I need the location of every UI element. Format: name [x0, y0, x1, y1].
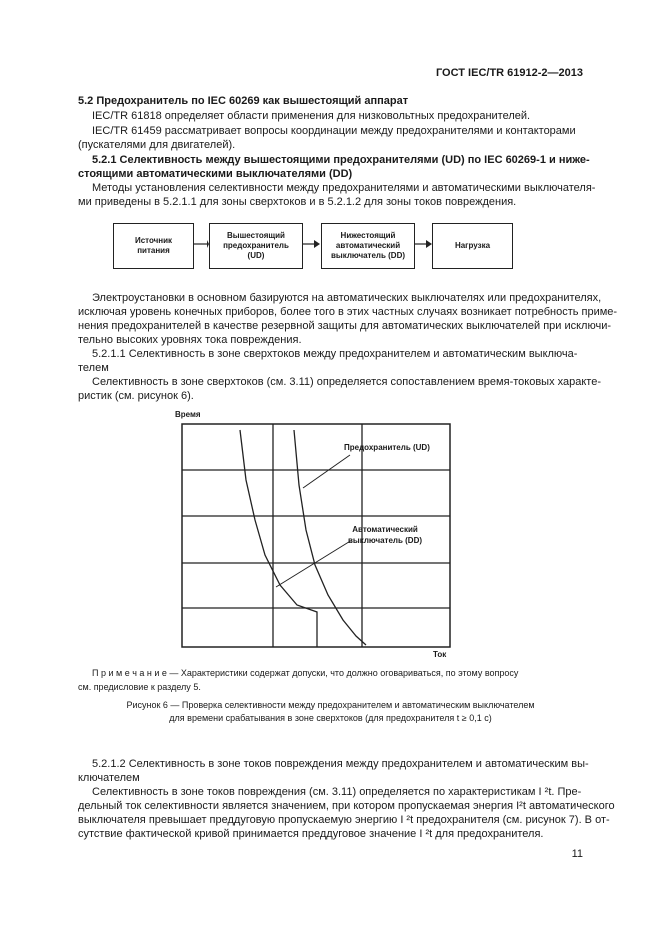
chart-label-breaker-line-1: Автоматический [352, 525, 418, 534]
diagram-box-downstream-breaker: Нижестоящий автоматический выключатель (DD) [321, 223, 415, 269]
figure-note-line-1: П р и м е ч а н и е — Характеристики содержат допуски, что должно оговариваться, по этому вопросу [92, 668, 519, 678]
section-5-2-1-paragraph-line-1: Методы установления селективности между предохранителями и автоматическими выключателя- [92, 182, 596, 194]
section-5-2-paragraph-2-line-2: (пускателями для двигателей). [78, 139, 236, 151]
diagram-box-upstream-fuse: Вышестоящий предохранитель (UD) [209, 223, 303, 269]
breaker-curve [240, 430, 317, 647]
section-5-2-1-1-title-line-1: 5.2.1.1 Селективность в зоне сверхтоков между предохранителем и автоматическим выключа- [92, 348, 578, 360]
chart-x-axis-label: Ток [433, 650, 447, 659]
section-5-2-1-2-paragraph-line-2: дельный ток селективности является значением, при котором пропускаемая энергия I²t автоматического [78, 800, 615, 812]
document-code: ГОСТ IEC/TR 61912-2—2013 [435, 67, 583, 79]
section-5-2-1-2-title-line-2: ключателем [78, 772, 140, 784]
diagram-box-load: Нагрузка [432, 223, 513, 269]
installations-paragraph-line-3: нения предохранителей в качестве резервной защиты для автоматических выключателей при исключи- [78, 320, 612, 332]
section-5-2-1-1-paragraph-line-2: ристик (см. рисунок 6). [78, 390, 194, 402]
section-5-2-1-2-paragraph-line-1: Селективность в зоне токов повреждения (см. 3.11) определяется по характеристикам I ²t. Пре- [92, 786, 582, 798]
chart-frame [182, 424, 450, 647]
chart-label-breaker-line-2: выключатель (DD) [348, 536, 423, 545]
installations-paragraph-line-2: исключая уровень конечных приборов, более того в этих частных случаях возникает потребность приме- [78, 306, 618, 318]
section-5-2-paragraph-1: IEC/TR 61818 определяет области применения для низковольтных предохранителей. [92, 110, 531, 122]
section-5-2-title: 5.2 Предохранитель по IEC 60269 как вышестоящий аппарат [78, 95, 409, 107]
section-5-2-1-paragraph-line-2: ми приведены в 5.2.1.1 для зоны сверхтоков и в 5.2.1.2 для зоны токов повреждения. [78, 196, 517, 208]
section-5-2-1-1-title-line-2: телем [78, 362, 109, 374]
figure-caption-line-1: Рисунок 6 — Проверка селективности между предохранителем и автоматическим выключателем [126, 700, 535, 710]
installations-paragraph-line-1: Электроустановки в основном базируются на автоматических выключателях или предохранителях, [92, 292, 602, 304]
diagram-box-power-source: Источник питания [113, 223, 194, 269]
section-5-2-1-title-line-1: 5.2.1 Селективность между вышестоящими предохранителями (UD) по IEC 60269-1 и ниже- [92, 154, 590, 166]
section-5-2-1-title-line-2: стоящими автоматическими выключателями (DD) [78, 168, 353, 180]
chart-y-axis-label: Время [175, 410, 201, 419]
fuse-curve [294, 430, 366, 645]
section-5-2-1-2-paragraph-line-4: сутствие фактической кривой принимается преддуговое значение I ²t для предохранителя. [78, 828, 544, 840]
section-5-2-1-2-paragraph-line-3: выключателя превышает преддуговую пропускаемую энергию I ²t предохранителя (см. рисунок 7). В от- [78, 814, 610, 826]
chart-label-fuse: Предохранитель (UD) [344, 443, 430, 452]
figure-caption-line-2: для времени срабатывания в зоне сверхтоков (для предохранителя t ≥ 0,1 с) [169, 713, 492, 723]
section-5-2-paragraph-2-line-1: IEC/TR 61459 рассматривает вопросы координации между предохранителями и контакторами [92, 125, 576, 137]
leader-fuse [303, 455, 350, 488]
section-5-2-1-2-title-line-1: 5.2.1.2 Селективность в зоне токов повреждения между предохранителем и автоматическим вы- [92, 758, 589, 770]
installations-paragraph-line-4: тельно высоких уровнях тока повреждения. [78, 334, 302, 346]
figure-note-line-2: см. предисловие к разделу 5. [78, 682, 201, 692]
section-5-2-1-1-paragraph-line-1: Селективность в зоне сверхтоков (см. 3.11) определяется сопоставлением время-токовых характе- [92, 376, 601, 388]
page-number: 11 [571, 848, 583, 860]
